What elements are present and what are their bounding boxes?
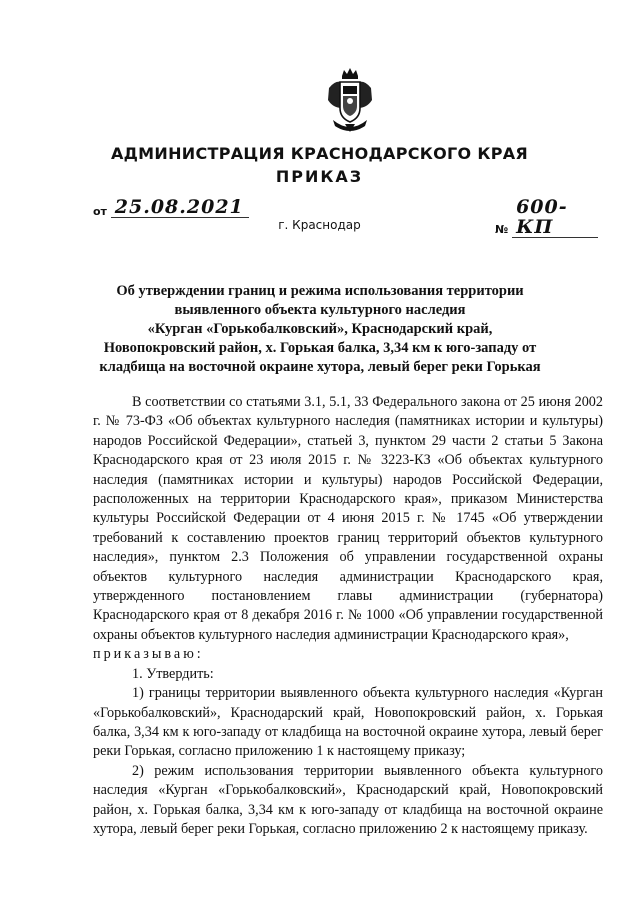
date-line bbox=[93, 197, 249, 218]
handwritten-date: 25.08.2021 bbox=[111, 197, 249, 218]
date-prefix: от bbox=[93, 205, 107, 218]
coat-of-arms-icon bbox=[325, 68, 375, 134]
item-1-2: 2) режим использования территории выявленного объекта культурного наследия «Курган «Горькобалковский», Краснодарский край, Новопокровский район, х. Горькая балка, 3,34 км к юго-западу от кладбища на восточной окраине хутора, левый берег реки Горькая, согласно приложению 2 к настоящему приказу. bbox=[93, 762, 603, 837]
number-prefix: № bbox=[495, 223, 509, 236]
subject-line: Об утверждении границ и режима использования территории bbox=[116, 283, 524, 299]
order-word: приказываю: bbox=[93, 646, 204, 663]
item-1: 1. Утвердить: bbox=[132, 665, 214, 682]
handwritten-number: 600-КП bbox=[512, 197, 598, 238]
subject-line: Новопокровский район, х. Горькая балка, 3,34 км к юго-западу от bbox=[103, 340, 537, 356]
order-body bbox=[93, 393, 603, 839]
subject-line: выявленного объекта культурного наследия bbox=[174, 302, 466, 318]
subject-line: «Курган «Горькобалковский», Краснодарский край, bbox=[147, 321, 493, 337]
city: г. Краснодар bbox=[278, 218, 361, 232]
organization-title: АДМИНИСТРАЦИЯ КРАСНОДАРСКОГО КРАЯ bbox=[110, 144, 529, 163]
document-type: ПРИКАЗ bbox=[275, 167, 364, 186]
order-subject bbox=[70, 282, 570, 377]
preamble-paragraph: В соответствии со статьями 3.1, 5.1, 33 Федерального закона от 25 июня 2002 г. № 73-ФЗ «Об объектах культурного наследия (памятниках истории и культуры) народов Российской Федерации», статьей 3, пунктом 29 части 2 статьи 5 Закона Краснодарского края от 23 июля 2015 г. № 3223-КЗ «Об объектах культурного наследия (памятниках истории и культуры) народов Российской Федерации, расположенных на территории Краснодарского края», приказом Министерства культуры Российской Федерации от 4 июня 2015 г. № 1745 «Об утверждении требований к составлению проектов границ территорий объектов культурного наследия», пунктом 2.3 Положения об управлении государственной охраны объектов культурного наследия администрации Краснодарского края, утвержденного постановлением главы администрации (губернатора) Краснодарского края от 8 декабря 2016 г. № 1000 «Об управлении государственной охраны объектов культурного наследия администрации Краснодарского края», bbox=[93, 394, 603, 643]
subject-line: кладбища на восточной окраине хутора, левый берег реки Горькая bbox=[99, 359, 541, 375]
item-1-1: 1) границы территории выявленного объекта культурного наследия «Курган «Горькобалковский», Краснодарский край, Новопокровский район, х. Горькая балка, 3,34 км к юго-западу от кладбища на восточной окраине хутора, левый берег реки Горькая, согласно приложению 1 к настоящему приказу; bbox=[93, 685, 603, 760]
